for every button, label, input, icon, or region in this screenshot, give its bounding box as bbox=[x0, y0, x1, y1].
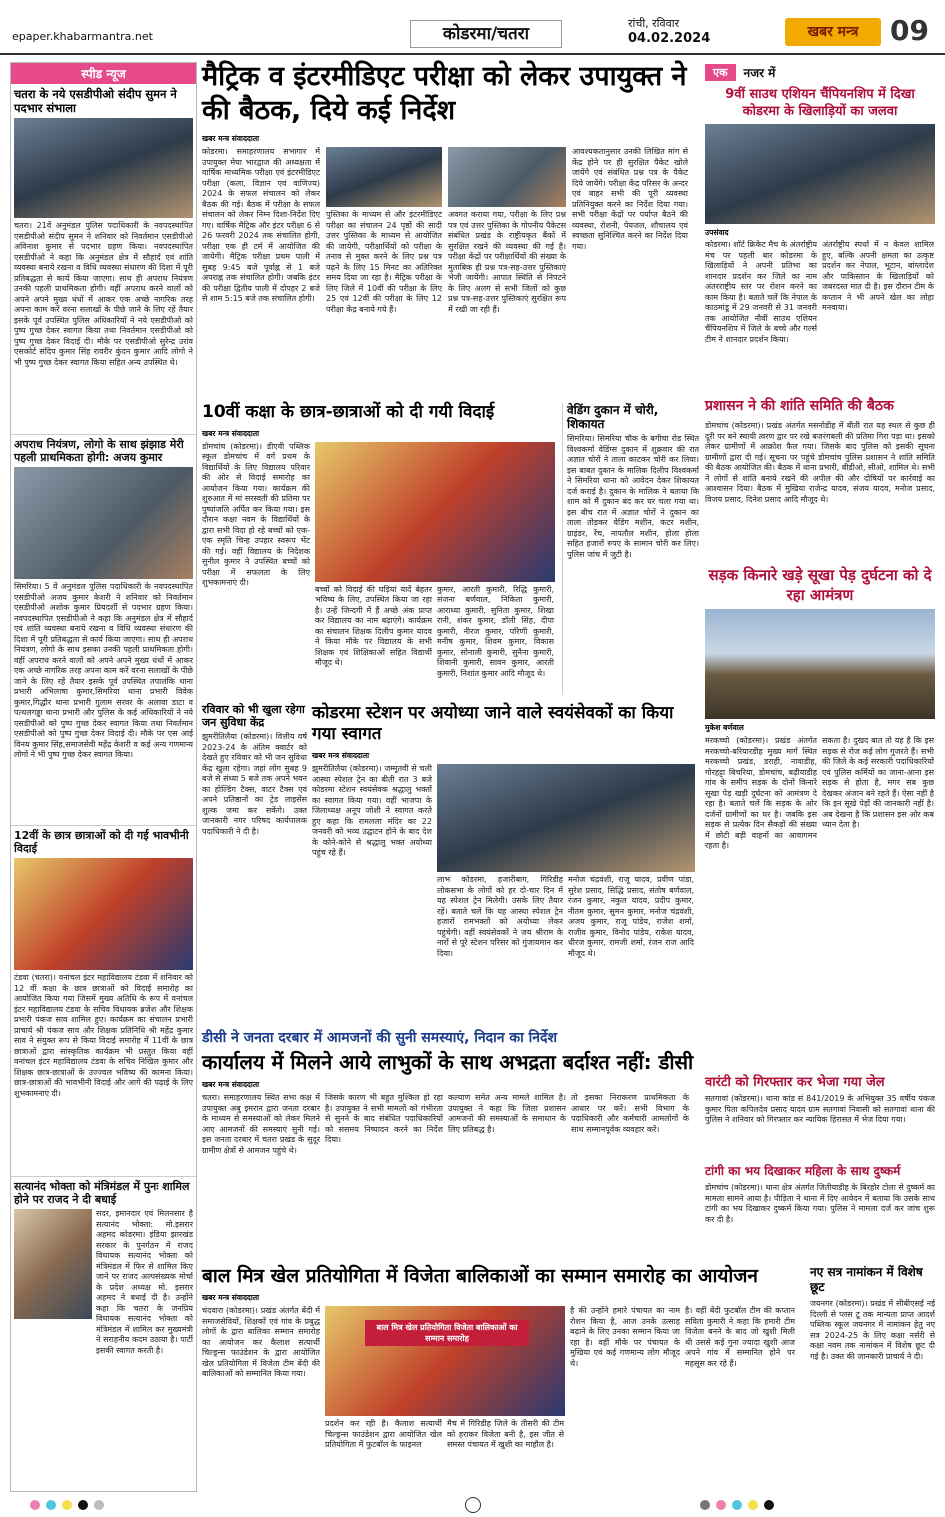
ayodhya-story bbox=[312, 703, 695, 1023]
lead-body-1: कोडरमा। समाहरणालय सभागार में उपायुक्त मेघा भारद्वाज की अध्यक्षता में वार्षिक माध्यमिक परीक्षा एवं इंटरमीडिएट परीक्षा (कला, विज्ञान एवं वाणिज्य) 2024 के सफल संचालन को लेकर बैठक की गई। बैठक में परीक्षा के सफल संचालन को लेकर निम्न दिशा-निर्देश दिए गए। वार्षिक मैट्रिक और इंटर परीक्षा 6 से 26 फरवरी 2024 तक संचालित होगी, परीक्षा एक ही टर्म में आयोजित की जायेगी। मैट्रिक परीक्षा प्रथम पाली में सुबह 9:45 बजे पूर्वाह्न से 1 बजे अपराह्न तक संचालित होगी। जबकि इंटर की परीक्षा द्वितीय पाली में दोपहर 2 बजे से शाम 5:15 बजे तक संचालित होगी। bbox=[202, 147, 320, 303]
lead-byline: खबर मन्त्र संवाददाता bbox=[202, 134, 260, 143]
registration-dot bbox=[700, 1500, 710, 1510]
story-sdpo-chatra bbox=[11, 84, 196, 434]
lead-body-4: आवश्यकतानुसार उनकी लिखित मांग से केंद्र होने पर ही सुरक्षित पैकेट खोले जायेंगे एवं संबंधित प्रश्न पत्र के पैकेट दिये जायेंगे। परीक्षा केंद्र परिसर के अन्दर एवं बाहर सभी की पूरी व्यवस्था प्रतिनियुक्त करने का निर्देश दिया गया। सभी परीक्षा केंद्रों पर पर्याप्त बैठने की व्यवस्था, रोशनी, पेयजल, शौचालय एवं स्वच्छता सुनिश्चित करने का निर्देश दिया गया। bbox=[572, 147, 688, 251]
balmitra-headline: बाल मित्र खेल प्रतियोगिता में विजेता बालिकाओं का सम्मान समारोह का आयोजन bbox=[202, 1265, 758, 1287]
ek-label: एक bbox=[705, 64, 736, 81]
farewell-byline: खबर मन्त्र संवाददाता bbox=[202, 428, 260, 438]
balmitra-body-3: मैच में गिरिडीह जिले के तीसरी की टीम को हराकर विजेता बनी है, इस जीत से समस्त पंचायत में खुशी का माहौल है। bbox=[447, 1419, 564, 1449]
balmitra-body-4: है की उन्होंने हमारे पंचायत का नाम रोशन किया है, आज उनके उत्साह बढ़ाने के लिए उनका सम्मान किया जा रहा है। वहीं मौके पर पंचायत के मुखिया एवं कई गणमान्य लोग मौजूद थे। bbox=[570, 1306, 680, 1368]
lead-photo-2 bbox=[448, 147, 566, 207]
championship-body-2: अंतर्राष्ट्रीय स्पर्धा में न केवल शामिल हुए, बल्कि अपनी क्षमता का उत्कृष्ट प्रदर्शन कर नेपाल, भूटान, बांग्लादेश और पाकिस्तान के खिलाड़ियों को जबरदस्त मात दी है। इस दौरान टीम के कप्तान ने भी अपने खेल का लोहा मनवाया। bbox=[822, 240, 934, 312]
farewell-story bbox=[202, 403, 557, 695]
balmitra-banner: बाल मित्र खेल प्रतियोगिता विजेता बालिकाओं का सम्मान समारोह bbox=[365, 1320, 529, 1346]
dc-kicker: डीसी ने जनता दरबार में आमजनों की सुनी समस्याएं, निदान का निर्देश bbox=[202, 1030, 557, 1046]
championship-body-1: कोडरमा। शॉर्ट क्रिकेट मैच के अंतर्राष्ट्रीय मंच पर पहली बार कोडरमा के खिलाड़ियों ने अपनी प्रतिभा का शानदार प्रदर्शन कर जिले का नाम अंतरराष्ट्रीय स्तर पर रोशन करने का काम किया है। बताते चलें कि नेपाल के काठमांडू में 29 जनवरी से 31 जनवरी तक आयोजित नौवीं साउथ एशियन चैंपियनशिप में जिले के बच्चे और गर्ल्स टीम ने शानदार प्रदर्शन किया। bbox=[705, 240, 817, 344]
jan-suvidha-body: झुमरीतिलैया (कोडरमा)। वित्तीय वर्ष 2023-24 के अंतिम क्वार्टर को देखते हुए रविवार को भी जन सुविधा केंद्र खुला रहेगा। जहां लोग सुबह 9 बजे से संध्या 5 बजे तक अपने भवन का होल्डिंग टैक्स, वाटर टैक्स एवं अपने प्रतिष्ठानों का ट्रेड लाइसेंस शुल्क जमा कर सकेंगे। उक्त जानकारी नगर परिषद कार्यपालक पदाधिकारी ने दी है। bbox=[202, 732, 307, 836]
story-photo bbox=[14, 467, 193, 579]
dc-headline: कार्यालय में मिलने आये लाभुकों के साथ अभद्रता बर्दाश्त नहीं: डीसी bbox=[202, 1050, 694, 1074]
dc-body-1: चतरा। समाहरणालय स्थित सभा कक्ष में उपायुक्त अबु इमरान द्वारा जनता दरबार के माध्यम से समस्याओं को लेकर मिलने आए आमजनों की समस्याएं सुनी गई। इस जनता दरबार में चतरा प्रखंड के सुदूर ग्रामीण क्षेत्रों से आमजन पहुंचे थे। bbox=[202, 1093, 320, 1155]
registration-dot bbox=[30, 1500, 40, 1510]
registration-dot bbox=[732, 1500, 742, 1510]
balmitra-body-2: प्रदर्शन कर रही है। कैलाश सत्यार्थी चिल्ड्रन्स फाउंडेशन द्वारा आयोजित खेल प्रतियोगिता में फुटबॉल के फाइनल bbox=[325, 1419, 442, 1449]
story-sdpo-simaria bbox=[11, 434, 196, 825]
registration-dot bbox=[46, 1500, 56, 1510]
peace-headline: प्रशासन ने की शांति समिति की बैठक bbox=[705, 398, 894, 414]
balmitra-body-1: चंदवारा (कोडरमा)। प्रखंड अंतर्गत बेंदी में समाजसेवियों, शिक्षकों एवं गांव के प्रबुद्ध लोगों के द्वारा बालिका सम्मान समारोह का आयोजन कर कैलाश सत्यार्थी चिल्ड्रन्स फाउंडेशन के द्वारा आयोजित खेल प्रतियोगिता में विजेता टीम बेंदी की बालिकाओं को सम्मानित किया गया। bbox=[202, 1306, 320, 1378]
wedding-body: सिमरिया। सिमरिया चौक के बगीचा रोड स्थित विश्वकर्मा वेडिंग्स दुकान में शुक्रवार की रात अज्ञात चोरों ने ताला काटकर चोरी कर लिया। इस बाबत दुकान के मालिक दिलीप विश्वकर्मा ने सिमरिया थाना को आवेदन देकर शिकायत दर्ज कराई है। दुकान के मालिक ने बताया कि शाम को मैं दुकान बंद कर घर चला गया था। इस बीच रात में अज्ञात चोरों ने दुकान का ताला तोड़कर वेडिंग मशीन, कटर मशीन, ग्राइंडर, रेंच, नापतौल मशीन, होला होला सहित हजारों रुपए के सामान चोरी कर लिए। पुलिस जांच में जुटी है। bbox=[567, 434, 699, 559]
farewell-headline: 10वीं कक्षा के छात्र-छात्राओं को दी गयी विदाई bbox=[202, 402, 495, 422]
wedding-headline: वेडिंग दुकान में चोरी, शिकायत bbox=[567, 403, 659, 431]
lead-headline: मैट्रिक व इंटरमीडिएट परीक्षा को लेकर उपायुक्त ने की बैठक, दिये कई निर्देश bbox=[202, 61, 687, 126]
nomination-headline: नए सत्र नामांकन में विशेष छूट bbox=[810, 1265, 923, 1294]
dc-byline: खबर मन्त्र संवाददाता bbox=[202, 1080, 260, 1089]
footer-registration-right bbox=[700, 1500, 774, 1510]
lead-body-3: अवगत कराया गया, परीक्षा के लिए प्रश्न पत्र एवं उत्तर पुस्तिका के गोपनीय पैकेटस संबंधित प्रखंड के राष्ट्रीयकृत बैंकों में सुरक्षित रखने की व्यवस्था की गई है। परीक्षा केंद्रों पर परीक्षार्थियों की संख्या के मुताबिक ही प्रश्न पत्र-सह-उत्तर पुस्तिकाएं भेजी जायेंगी। आपात स्थिति से निपटने के लिए अलग से सभी जिलों को कुछ प्रश्न पत्र-सह-उत्तर पुस्तिकाएं सुरक्षित रूप में रखी जा रही हैं। bbox=[448, 210, 566, 314]
registration-dot bbox=[716, 1500, 726, 1510]
story-headline: चतरा के नये एसडीपीओ संदीप सुमन ने पदभार संभाला bbox=[14, 87, 177, 115]
balmitra-story bbox=[202, 1265, 802, 1490]
balmitra-photo bbox=[325, 1306, 565, 1416]
portrait-photo bbox=[14, 1209, 92, 1319]
farewell-body-2: बच्चों को विदाई की घड़ियां यादें बेहतर भविष्य के लिए, उपस्थित किया जा रहा है। उन्हें जिन्दगी में हैं अच्छे अंक प्राप्त कर विद्यालय का नाम बढ़ाएंगे। कार्यक्रम का संचालन शिक्षक दिलीप कुमार यादव ने किया मौके पर विद्यालय के सभी शिक्षक एवं शिक्षिकाओं सहित विद्यार्थी मौजूद थे। bbox=[315, 584, 432, 668]
lead-body-2: पुस्तिका के माध्यम से और इंटरमीडिएट परीक्षा का संचालन 24 पृष्ठों की सादी उत्तर पुस्तिका के माध्यम से आयोजित की जायेगी, परीक्षार्थियों को परीक्षा के तनाव से मुक्त करने के लिए प्रश्न पत्र पढ़ने के लिए 15 मिनट का अतिरिक्त समय दिया जा रहा है। मैट्रिक परीक्षा के लिए जिले में 10वीं की परीक्षा के लिए 25 एवं 12वीं की परीक्षा के लिए 12 परीक्षा केंद्र बनाये गये हैं। bbox=[326, 210, 442, 314]
edition-day: 04.02.2024 bbox=[628, 31, 711, 46]
tree-photo bbox=[705, 609, 935, 719]
ek-nazar-tag bbox=[705, 62, 935, 82]
registration-dot bbox=[94, 1500, 104, 1510]
tangi-story bbox=[705, 1162, 935, 1257]
registration-dot bbox=[78, 1500, 88, 1510]
balmitra-byline: खबर मन्त्र संवाददाता bbox=[202, 1293, 260, 1302]
story-body: सिमरिया। 5 वें अनुमंडल पुलिस पदाधिकारी के नवपदस्थापित एसडीपीओ अजय कुमार केशरी ने शनिवार को निवर्तमान एसडीपीओ अशोक कुमार प्रियदर्शी से पदभार ग्रहण किया। नवपदस्थापित एसडीपीओ ने कहा कि अनुमंडल क्षेत्र में सौहार्द एवं शांति व्यवस्था बनाये रखना व विधि व्यवस्था संधारण की दिशा में पूरी प्रतिबद्धता से कार्य किया जाएगा। साथ ही अपराध नियंत्रण, लोगो के साथ इसका उनकी पहली प्राथमिकता होगी। वहीं अपराध करने वालों को अपने अपने मुख्य धंधों में आकर एक अच्छे नागरिक तरह अपना काम करें वरना सलाखों के पीछे जाने के लिए रहें तैयार इसके पूर्व उपस्थित तपालंकि थाना प्रभारी अभिलाषा कुमार,सिमरिया थाना प्रभारी विवेक कुमार,गिद्धौर थाना प्रभारी गुलाम सरवर के अलावा डाटा व पत्थलगड्डा थाना प्रभारी और पुलिस के कई अधिकारियों ने नये एसडीपीओ को पुष्प गुच्छ देकर स्वागत किया तथा निवर्तमान एसडीपीओ को पुष्प गुच्छ देकर विदाई दी। मौके पर एस आई विनय कुमार सिंह,समाजसेवी महेंद्र केशरी व कई अन्य गणमान्य लोगों ने भी पुष्प गुच्छ देकर स्वागत किया। bbox=[14, 582, 193, 759]
championship-story bbox=[705, 86, 935, 386]
jan-suvidha-story bbox=[202, 703, 307, 1033]
edition-date bbox=[628, 16, 710, 46]
dc-body-4: तो इसका निराकरण प्राथमिकता के आधार पर करें। सभी विभाग के पदाधिकारी और कर्मचारी आमलोगों के साथ सम्मानपूर्वक व्यवहार करें। bbox=[571, 1093, 689, 1134]
farewell-photo bbox=[315, 442, 555, 582]
warrant-body: सतगावां (कोडरमा)। थाना कांड सं 841/2019 के अभियुक्त 35 वर्षीय पंकज कुमार पिता कपिलदेव प्रसाद यादव ग्राम सतगावां निवासी को सतगावां थाना की पुलिस ने शनिवार को गिरफ्तार कर न्यायिक हिरासत में भेज दिया गया। bbox=[705, 1094, 935, 1124]
story-photo bbox=[14, 858, 193, 970]
nomination-body: जयनगर (कोडरमा)। प्रखंड में सीबीएसई नई दिल्ली से प्लस टू तक मान्यता प्राप्त आदर्श पब्लिक स्कूल जयनगर में नामांकन हेतु नए सत्र 2024-25 के लिए कक्षा नर्सरी से कक्षा नवम तक नामांकन में विशेष छूट दी गई है। उक्त की जानकारी प्राचार्य ने दी। bbox=[810, 1299, 935, 1361]
ayodhya-byline: खबर मन्त्र संवाददाता bbox=[312, 751, 370, 760]
story-photo bbox=[14, 118, 193, 218]
tree-body-1: मरकच्चो (कोडरमा)। प्रखंड अंतर्गत मरकच्चो-बरियारडीह मुख्य मार्ग स्थित मरकच्चो प्रखंड, डराही, नावाडीह, गोरहट्टा बिचरिया, डोमचांच, बढ़ीयाडीह गांव के समीप सड़क के दोनों किनारे सूखा पेड़ खड़ी दुर्घटना को आमंत्रण दे रहा है। बताते चलें कि सड़क के ओर दर्जनों ग्रामीणों का घर है। जबकि इस सड़क से प्रत्येक दिन सैकड़ों की संख्या में छोटी बड़ी वाहनों का आवागमन रहता है। bbox=[705, 736, 817, 850]
peace-body: डोमचांच (कोडरमा)। प्रखंड अंतर्गत मसनोडीह में बीती रात यह स्थल से कुछ ही दूरी पर बने स्थायी त्वरण द्वार पर रखे बजरंगबली की प्रतिमा गिरा पड़ा था। इसको लेकर ग्रामीणों में आक्रोश फैल गया। जिसके बाद पुलिस को इसकी सूचना ग्रामीणों द्वारा दी गई। सूचना पर पहुंचे डोमचांच पुलिस प्रशासन ने शांति समिति की बैठक आयोजित की। बैठक में थाना प्रभारी, बीडीओ, सीओ, शामिल थे। सभी ने लोगों से शांति बनाये रखने की अपील की और दोषियों पर कार्रवाई का आश्वासन दिया। बैठक में मुखिया राजेन्द्र यादव, संजय यादव, मनोज प्रसाद, विजय प्रसाद, दिनेश प्रसाद आदि मौजूद थे। bbox=[705, 421, 935, 504]
story-farewell-12 bbox=[11, 825, 196, 1176]
ayodhya-body-2: लाभ कोडरमा, हजारीबाग, गिरिडीह लोकसभा के लोगों को हर दो-चार दिन में यह स्पेशल ट्रेन मिलेगी। उसके लिए तैयार रहें। बताते चलें कि यह आस्था स्पेशल ट्रेन हजारों रामभक्तों को अयोध्या लेकर पहुंचेगी। वहीं स्वयंसेवकों ने जय श्रीराम के नारों से पूरे स्टेशन परिसर को गुंजायमान कर दिया। bbox=[437, 875, 563, 958]
story-rjd bbox=[11, 1176, 196, 1392]
tree-byline: मुकेश बर्णवाल bbox=[705, 723, 744, 732]
story-headline: अपराध नियंत्रण, लोगो के साथ झंझाड मेरी पहली प्राथमिकता होगी: अजय कुमार bbox=[14, 438, 184, 464]
lead-photo bbox=[326, 147, 442, 207]
tree-body-2: सकता है। दुखद बात तो यह है कि इस सड़क से रोज कई लोग गुजरते हैं। सभी की जिले के कई सरकारी पदाधिकारियों एवं पुलिस कर्मियों का जाना-आना इस सड़क से होता है, मगर सब कुछ देखकर अंजान बने रहते हैं। ऐसा नहीं है कि इन सूखे पेड़ों की जानकारी नहीं है। अब देखना है कि प्रशासन इस ओर कब ध्यान देता है। bbox=[822, 736, 934, 829]
ayodhya-headline: कोडरमा स्टेशन पर अयोध्या जाने वाले स्वयंसेवकों का किया गया स्वागत bbox=[312, 703, 674, 744]
nomination-story bbox=[810, 1265, 935, 1490]
section-title: कोडरमा/चतरा bbox=[410, 20, 562, 48]
brand-logo: खबर मन्त्र bbox=[785, 18, 881, 46]
ayodhya-body-1: झुमरीतिलैया (कोडरमा)। जम्मूतवी से चली आस्था स्पेशल ट्रेन का बीती रात 3 बजे कोडरमा स्टेशन स्वयंसेवक श्रद्धालु भक्तों का स्वागत किया गया। वहीं भाजपा के जिलाध्यक्ष अनूप जोशी ने स्वागत करते हुए कहा कि रामलला मंदिर का 22 जनवरी को भव्य उद्घाटन होने के बाद देश के कोने-कोने से श्रद्धालु भक्त अयोध्या पहुंच रहे हैं। bbox=[312, 764, 432, 857]
farewell-body-3: कुमार, आरती कुमारी, रिद्धि कुमारी, संजना बर्णवाल, निकिता कुमारी, आराध्या कुमारी, सुनिता कुमार, शिखा रानी, शंकर कुमार, डॉली सिंह, दीपा कुमारी, नीरज कुमार, परिणी कुमारी, मनीष कुमार, शिवम कुमार, विकास कुमार, सोनाली कुमारी, सुनैना कुमारी, शिवानी कुमारी, सावन कुमार, आरती कुमारी, निशांत कुमार आदि मौजूद थे। bbox=[437, 584, 554, 678]
ayodhya-photo bbox=[437, 764, 695, 872]
registration-mark-icon bbox=[465, 1497, 481, 1513]
wedding-theft-story bbox=[562, 403, 699, 695]
tree-headline: सड़क किनारे खड़े सूखा पेड़ दुर्घटना को दे रहा आमंत्रण bbox=[708, 566, 932, 604]
dc-body-3: कल्याण समेत अन्य मामले शामिल है। उपायुक्त ने कहा कि जिला प्रशासन आमजनों की समस्याओं के समाधान के लिए प्रतिबद्ध है। bbox=[448, 1093, 566, 1134]
tangi-body: डोमचांच (कोडरमा)। थाना क्षेत्र अंतर्गत जितीयाडीह के बिरहोर टोला से दुष्कर्म का मामला सामने आया है। पीड़िता ने थाना में दिए आवेदन में बताया कि उसके साथ टांगी का भय दिखाकर दुष्कर्म किया गया। पुलिस ने मामला दर्ज कर जांच शुरू कर दी है। bbox=[705, 1183, 935, 1224]
warrant-headline: वारंटी को गिरफ्तार कर भेजा गया जेल bbox=[705, 1075, 885, 1090]
site-url: epaper.khabarmantra.net bbox=[12, 30, 153, 43]
story-body: चतरा। 21वें अनुमंडल पुलिस पदाधिकारी के नवपदस्थापित एसडीपीओ संदीप सुमन ने शनिवार को निवर्तमान एसडीपीओ अविनाश कुमार से पदभार ग्रहण किया। नवपदस्थापित एसडीपीओ ने कहा कि अनुमंडल क्षेत्र में सौहार्द एवं शांति व्यवस्था बनाये रखना व विधि व्यवस्था संधारण की दिशा में पूरी प्रतिबद्धता से कार्य किया जाएगा। साथ ही अपराध नियंत्रण उनकी पहली प्राथमिकता होगी। वहीं अपराध करने वालों को अपने अपने मुख्य धंधों में आकर एक अच्छे नागरिक तरह अपना काम करें वरना सलाखों के पीछे जाने के लिए रहें तैयार इसके पूर्व उपस्थित पुलिस अधिकारियों ने नये एसडीपीओ को पुष्प गुच्छ देकर स्वागत किया तथा निवर्तमान एसडीपीओ को पुष्प गुच्छ देकर विदाई दी। मौके पर एसडीपीओ सुरेन्द्र उरांव एसकोर्ट संदिप कुमार सिंह रावरीर कुंदन कुमार आदि लोगो ने भी पुष्प गुच्छ देकर स्वागत किया सहित अन्य उपस्थित थे। bbox=[14, 221, 193, 367]
balmitra-body-5: है। वहीं बेंदी फुटबॉल टीम की कप्तान सविता कुमारी ने कहा कि हमारी टीम विजेता बनने के बाद जो खुशी मिली थी उससे कई गुना ज्यादा खुशी आज अपने गांव में सम्मानित होने पर महसूस कर रहे हैं। bbox=[685, 1306, 795, 1368]
speed-news-label: स्पीड न्यूज bbox=[11, 63, 196, 84]
header-rule bbox=[0, 53, 945, 55]
dc-story bbox=[202, 1028, 695, 1260]
tangi-headline: टांगी का भय दिखाकर महिला के साथ दुष्कर्म bbox=[705, 1164, 901, 1178]
footer-registration-left bbox=[30, 1500, 104, 1510]
dry-tree-story bbox=[705, 565, 935, 965]
championship-headline: 9वीं साउथ एशियन चैंपियनशिप में दिखा कोडरमा के खिलाड़ियों का जलवा bbox=[725, 87, 915, 119]
peace-committee-story bbox=[705, 396, 935, 561]
ayodhya-body-3: मनोज चंद्रवंशी, राजू यादव, प्रवीण पांडा, सुरेश प्रसाद, सिद्धि प्रसाद, संतोष बर्णवाल, रंजन कुमार, नकुल यादव, प्रदीप कुमार, नीतम कुमार, सुमन कुमार, मनोज चंद्रवंशी, अजय कुमार, राजू पांडेय, राजेश शर्मा, राजीव कुमार, विनोद पांडेय, राकेश यादव, धीरज कुमार, रामजी शर्मा, रंजन राज आदि मौजूद थे। bbox=[568, 875, 694, 958]
lead-story bbox=[202, 60, 692, 400]
registration-dot bbox=[764, 1500, 774, 1510]
registration-dot bbox=[62, 1500, 72, 1510]
dc-body-2: जिसके कारण भी बहुत मुश्किल हो रहा है। उपायुक्त ने सभी मामलों को गंभीरता से सुनने के बाद संबंधित पदाधिकारियों को ससमय निष्पादन करने का निर्देश दिया। bbox=[325, 1093, 443, 1144]
jan-suvidha-headline: रविवार को भी खुला रहेगा जन सुविधा केंद्र bbox=[202, 703, 305, 729]
story-headline: सत्यानंद भोक्ता को मंत्रिमंडल में पुनः शामिल होने पर राजद ने दी बधाई bbox=[14, 1180, 190, 1206]
story-body: टंडवा (चतरा)। वनांचल इंटर महाविद्यालय टंडवा में शनिवार को 12 वीं कक्षा के छात्र छात्राओं को विदाई समारोह का आयोजित किया गया जिसमें मुख्य अतिथि के रूप में वनांचल इंटर महाविद्यालय टंडवा के सचिव विधायक ब्रजेश और शिक्षक प्रभारी पंकज साव शामिल हुए। कार्यक्रम का संचालन प्रभारी प्राचार्य श्री पंकज साव और शिक्षक प्रतिनिधि श्री महेंद्र कुमार साव ने संयुक्त रूप से किया विदाई समारोह में 11वीं के छात्र छात्राओं द्वारा सांस्कृतिक कार्यक्रम भी प्रस्तुत किया वहीं वनांचल इंटर महाविद्यालय टंडवा के सचिव निखिल कुमार और शिक्षक छात्र-छात्राओं के उज्ज्वल भविष्य की कामना किया। छात्र-छात्राओं की भावभीनी विदाई और आगे की पढ़ाई के लिए शुभकामनाएं दी। bbox=[14, 973, 193, 1098]
speed-news-column bbox=[10, 62, 197, 1492]
edition-city: रांची, रविवार bbox=[628, 17, 680, 30]
championship-photo bbox=[705, 124, 935, 224]
farewell-body-1: डोमचांच (कोडरमा)। डीएवी पब्लिक स्कूल डोमचांच में वर्ग प्रथम के विद्यार्थियों के लिए विद्यालय परिवार की ओर से विदाई समारोह का आयोजन किया गया। कार्यक्रम की शुरुआत में मां सरस्वती की प्रतिमा पर पुष्पांजलि अर्पित कर किया गया। इस दौरान कक्षा नवम के विद्यार्थियों के द्वारा सभी विदा हो रहे बच्चों को एक-एक स्मृति चिन्ह उपहार स्वरूप भेंट की गई। वहीं विद्यालय के निदेशक सुनील कुमार ने उपस्थित बच्चों को परीक्षा में सफलता के लिए शुभकामनाएं दी। bbox=[202, 441, 310, 588]
registration-dot bbox=[748, 1500, 758, 1510]
page-number: 09 bbox=[890, 14, 929, 47]
nazar-label: नजर में bbox=[743, 65, 776, 80]
warrant-story bbox=[705, 1072, 935, 1160]
story-body: सदर, इमानदार एवं मिलनसार है सत्यानंद भोक्ता: मो.इसरार अहमद कोडरमा। इंडिया झारखंड सरकार के पुनर्गठन में राजद विधायक सत्यानंद भोक्ता को मंत्रिमंडल में फिर से शामिल किए जाने पर राजद अल्पसंख्यक मोर्चा के प्रदेश अध्यक्ष मो. इसरार अहमद ने बधाई दी है। उन्होंने कहा कि चतरा के जनप्रिय विधायक सत्यानंद भोक्ता को मंत्रिमंडल में शामिल कर मुख्यमंत्री ने सराहनीय कदम उठाया है। पार्टी इसकी स्वागत करती है। bbox=[96, 1209, 193, 1355]
story-headline: 12वीं के छात्र छात्राओं को दी गई भावभीनी विदाई bbox=[14, 829, 189, 855]
championship-byline: उपसंवाद bbox=[705, 228, 729, 237]
